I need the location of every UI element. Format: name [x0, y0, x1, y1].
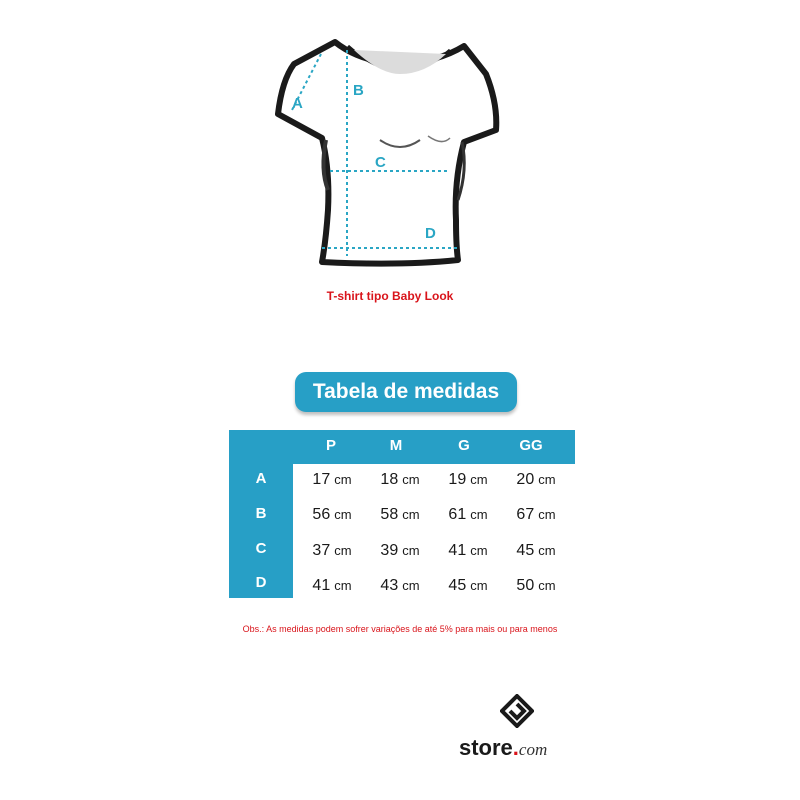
brand-dot: . [512, 735, 519, 760]
cell-value: 67 [516, 506, 535, 523]
cell-unit: cm [470, 578, 488, 593]
table-cell [500, 506, 572, 524]
cell-value: 45 [448, 577, 467, 594]
cell-value: 18 [380, 471, 399, 488]
brand-name: store [459, 735, 513, 760]
brand-suffix: com [518, 740, 548, 759]
table-cell [500, 471, 572, 489]
cell-unit: cm [334, 507, 352, 522]
brand-wordmark [459, 735, 547, 761]
cell-value: 50 [516, 577, 535, 594]
size-header-gg: GG [519, 437, 543, 454]
cell-unit: cm [470, 472, 488, 487]
table-cell [364, 471, 436, 489]
cell-value: 37 [312, 542, 331, 559]
cell-value: 17 [312, 471, 331, 488]
table-cell [296, 542, 368, 560]
cell-unit: cm [402, 507, 420, 522]
table-cell [500, 577, 572, 595]
cell-unit: cm [402, 578, 420, 593]
cell-unit: cm [538, 543, 556, 558]
cell-unit: cm [538, 578, 556, 593]
table-cell [432, 471, 504, 489]
table-cell [296, 506, 368, 524]
size-header-g: G [458, 437, 470, 454]
cell-value: 39 [380, 542, 399, 559]
table-cell [432, 577, 504, 595]
row-header-c: C [255, 540, 267, 557]
table-title: Tabela de medidas [295, 372, 517, 412]
cell-unit: cm [470, 543, 488, 558]
cell-unit: cm [402, 543, 420, 558]
table-cell [432, 506, 504, 524]
table-cell [364, 542, 436, 560]
cell-value: 20 [516, 471, 535, 488]
cell-value: 45 [516, 542, 535, 559]
table-cell [432, 542, 504, 560]
cell-unit: cm [470, 507, 488, 522]
cell-value: 61 [448, 506, 467, 523]
dim-label-d: D [425, 225, 436, 242]
dim-label-b: B [353, 82, 364, 99]
tshirt-diagram [250, 30, 550, 280]
row-header-b: B [255, 505, 267, 522]
cell-value: 41 [312, 577, 331, 594]
nested-diamond-logo-icon [500, 694, 534, 728]
cell-value: 41 [448, 542, 467, 559]
table-cell [296, 471, 368, 489]
measurement-note: Obs.: As medidas podem sofrer variações de até 5% para mais ou para menos [242, 624, 558, 634]
cell-value: 56 [312, 506, 331, 523]
table-cell [500, 542, 572, 560]
row-header-d: D [255, 574, 267, 591]
shirt-caption: T-shirt tipo Baby Look [326, 289, 454, 303]
cell-value: 58 [380, 506, 399, 523]
cell-unit: cm [538, 507, 556, 522]
cell-value: 19 [448, 471, 467, 488]
cell-unit: cm [334, 472, 352, 487]
tshirt-outline [250, 30, 550, 280]
table-cell [364, 506, 436, 524]
dim-label-c: C [375, 154, 386, 171]
cell-unit: cm [334, 543, 352, 558]
table-cell [364, 577, 436, 595]
table-cell [296, 577, 368, 595]
size-header-p: P [325, 437, 336, 454]
cell-unit: cm [402, 472, 420, 487]
row-header-a: A [255, 470, 267, 487]
cell-unit: cm [334, 578, 352, 593]
size-header-m: M [389, 437, 403, 454]
cell-unit: cm [538, 472, 556, 487]
dim-label-a: A [292, 95, 303, 112]
cell-value: 43 [380, 577, 399, 594]
